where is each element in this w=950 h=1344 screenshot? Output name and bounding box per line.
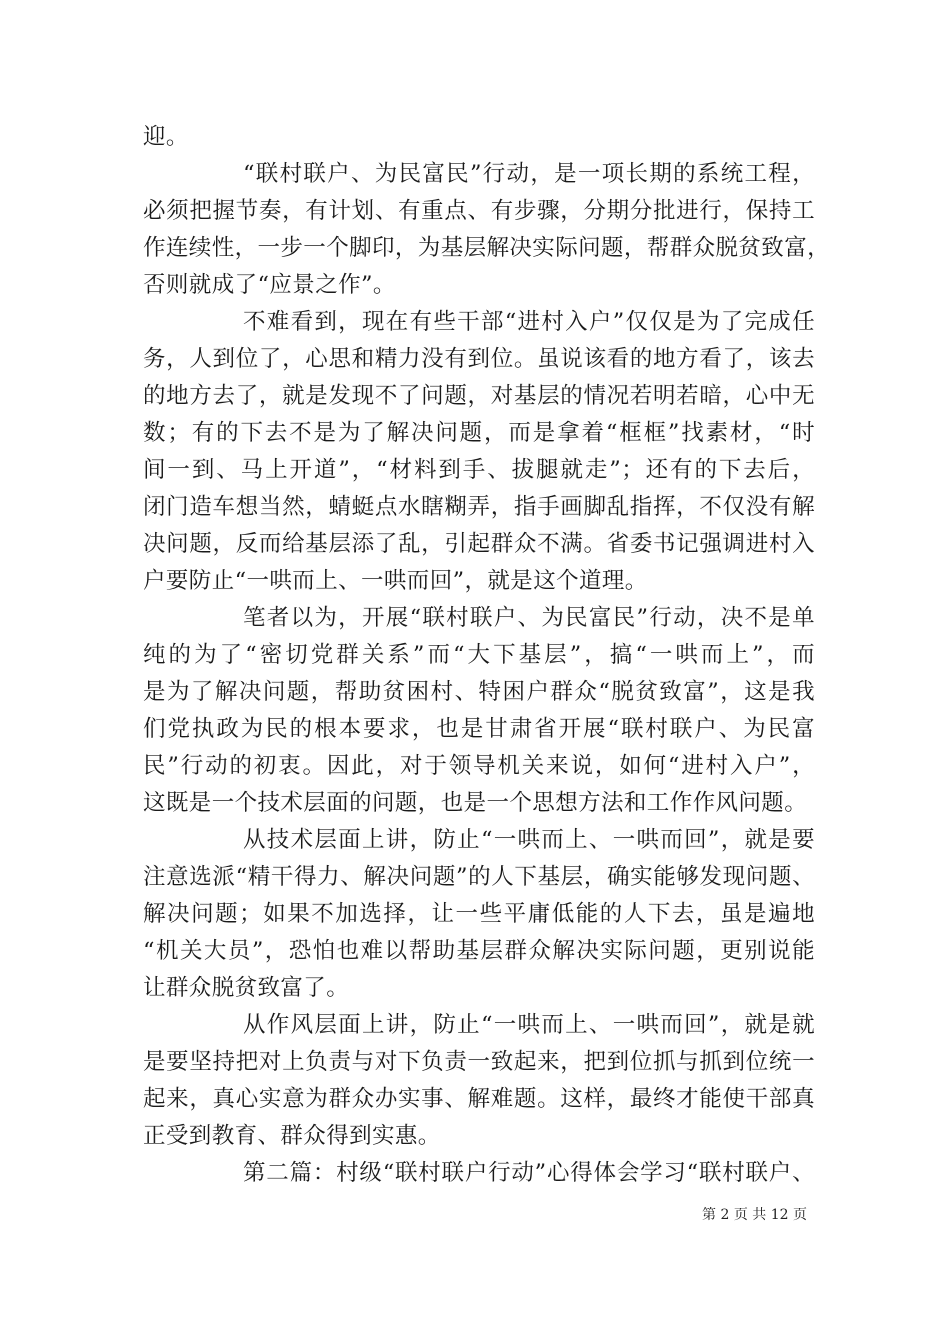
text-line: 数；有的下去不是为了解决问题，而是拿着“框框”找素材，“时 [143,420,815,446]
text-line: 民”行动的初衷。因此，对于领导机关来说，如何“进村入户”， [143,753,815,779]
text-line: 否则就成了“应景之作”。 [143,272,396,298]
paragraph-first-line: “联村联户、为民富民”行动，是一项长期的系统工程， [243,161,815,187]
text-line: 决问题，反而给基层添了乱，引起群众不满。省委书记强调进村入 [143,531,815,557]
text-line: 让群众脱贫致富了。 [143,975,350,1001]
paragraph-first-line: 不难看到，现在有些干部“进村入户”仅仅是为了完成任 [243,309,815,335]
text-line: 是要坚持把对上负责与对下负责一致起来，把到位抓与抓到位统一 [143,1049,815,1075]
paragraph-first-line: 从作风层面上讲，防止“一哄而上、一哄而回”，就是就 [243,1012,815,1038]
paragraph-first-line: 从技术层面上讲，防止“一哄而上、一哄而回”，就是要 [243,827,815,853]
text-line: 必须把握节奏，有计划、有重点、有步骤，分期分批进行，保持工 [143,198,815,224]
text-line: 迎。 [143,124,189,150]
text-line: 注意选派“精干得力、解决问题”的人下基层，确实能够发现问题、 [143,864,815,890]
text-line: 务，人到位了，心思和精力没有到位。虽说该看的地方看了，该去 [143,346,815,372]
text-line: “机关大员”，恐怕也难以帮助基层群众解决实际问题，更别说能 [143,938,815,964]
paragraph-first-line: 笔者以为，开展“联村联户、为民富民”行动，决不是单 [243,605,815,631]
text-line: 作连续性，一步一个脚印，为基层解决实际问题，帮群众脱贫致富， [143,235,831,261]
text-line: 起来，真心实意为群众办实事、解难题。这样，最终才能使干部真 [143,1086,815,1112]
text-line: 户要防止“一哄而上、一哄而回”，就是这个道理。 [143,568,648,594]
text-line: 们党执政为民的根本要求，也是甘肃省开展“联村联户、为民富 [143,716,815,742]
text-line: 闭门造车想当然，蜻蜓点水瞎糊弄，指手画脚乱指挥，不仅没有解 [143,494,815,520]
page-number-footer: 第 2 页 共 12 页 [702,1207,807,1223]
text-line: 纯的为了“密切党群关系”而“大下基层”，搞“一哄而上”，而 [143,642,815,668]
text-line: 是为了解决问题，帮助贫困村、特困户群众“脱贫致富”，这是我 [143,679,815,705]
text-line: 正受到教育、群众得到实惠。 [143,1123,441,1149]
text-line: 的地方去了，就是发现不了问题，对基层的情况若明若暗，心中无 [143,383,815,409]
text-line: 这既是一个技术层面的问题，也是一个思想方法和工作作风问题。 [143,790,808,816]
text-line: 间一到、马上开道”，“材料到手、拔腿就走”；还有的下去后， [143,457,815,483]
section-heading-line: 第二篇：村级“联村联户行动”心得体会学习“联村联户、 [243,1160,815,1186]
text-line: 解决问题；如果不加选择，让一些平庸低能的人下去，虽是遍地 [143,901,815,927]
